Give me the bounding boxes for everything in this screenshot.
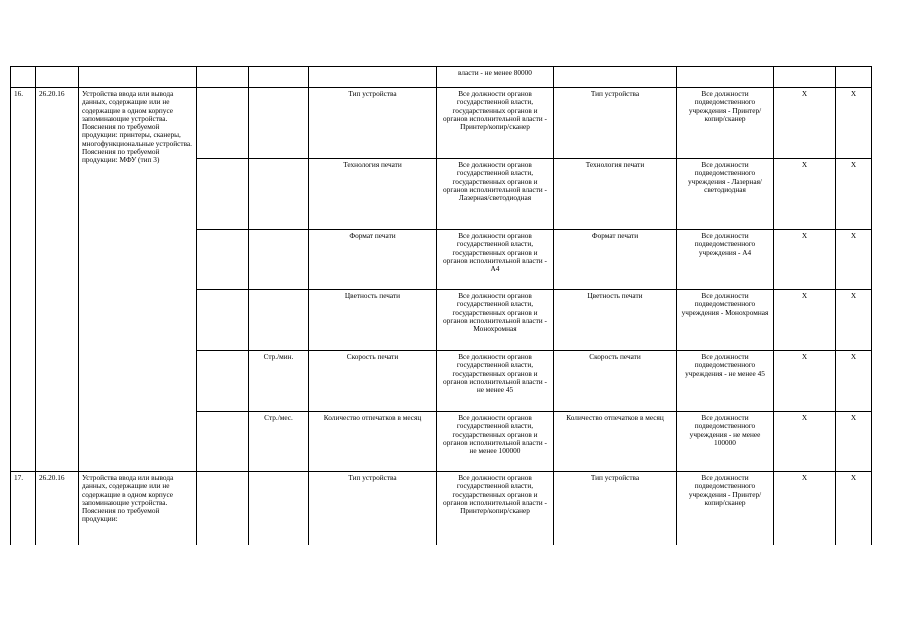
value-cell: Все должности органов государственной власти, государственных органов и органов исполнительной власти - Принтер/копир/сканер: [437, 472, 554, 545]
x-mark: X: [774, 88, 836, 159]
unit-cell: Стр./мес.: [249, 412, 309, 472]
okpd-code: 26.20.16: [36, 472, 79, 545]
x-mark: X: [836, 159, 872, 230]
value-cell: Все должности подведомственного учреждения - Принтер/копир/сканер: [677, 472, 774, 545]
value-cell: Все должности подведомственного учреждения - Принтер/копир/сканер: [677, 88, 774, 159]
value-cell: Все должности подведомственного учреждения - А4: [677, 230, 774, 290]
characteristic-cell: Тип устройства: [554, 472, 677, 545]
row-number: 16.: [11, 88, 36, 472]
characteristic-cell: Скорость печати: [309, 351, 437, 412]
value-cell: Все должности подведомственного учреждения - не менее 45: [677, 351, 774, 412]
value-cell: Все должности органов государственной власти, государственных органов и органов исполнительной власти - не менее 45: [437, 351, 554, 412]
product-description: Устройства ввода или вывода данных, содержащие или не содержащие в одном корпусе запоминающие устройства. Пояснения по требуемой продукции:: [79, 472, 197, 545]
x-mark: X: [774, 159, 836, 230]
unit-cell: [249, 230, 309, 290]
unit-cell: [249, 159, 309, 230]
table-row: [11, 472, 872, 545]
unit-cell: [249, 290, 309, 351]
value-cell: власти - не менее 80000: [437, 67, 554, 88]
value-cell: Все должности органов государственной власти, государственных органов и органов исполнительной власти - Монохромная: [437, 290, 554, 351]
x-mark: X: [774, 412, 836, 472]
value-cell: Все должности подведомственного учреждения - Монохромная: [677, 290, 774, 351]
characteristic-cell: Технология печати: [309, 159, 437, 230]
value-cell: Все должности подведомственного учреждения - не менее 100000: [677, 412, 774, 472]
unit-cell: [249, 88, 309, 159]
x-mark: X: [774, 472, 836, 545]
x-mark: X: [836, 472, 872, 545]
requirements-table: [10, 66, 872, 545]
characteristic-cell: Технология печати: [554, 159, 677, 230]
characteristic-cell: Тип устройства: [309, 88, 437, 159]
value-cell: Все должности органов государственной власти, государственных органов и органов исполнительной власти - Лазерная/светодиодная: [437, 159, 554, 230]
characteristic-cell: Тип устройства: [554, 88, 677, 159]
value-cell: Все должности органов государственной власти, государственных органов и органов исполнительной власти - не менее 100000: [437, 412, 554, 472]
product-description: Устройства ввода или вывода данных, содержащие или не содержащие в одном корпусе запоминающие устройства. Пояснения по требуемой продукции: принтеры, сканеры, многофункциональные устройства. Пояснения по требуемой продукции: МФУ (тип 3): [79, 88, 197, 472]
value-cell: Все должности органов государственной власти, государственных органов и органов исполнительной власти - Принтер/копир/сканер: [437, 88, 554, 159]
value-cell: Все должности органов государственной власти, государственных органов и органов исполнительной власти - А4: [437, 230, 554, 290]
okpd-code: 26.20.16: [36, 88, 79, 472]
characteristic-cell: Цветность печати: [309, 290, 437, 351]
x-mark: X: [836, 351, 872, 412]
characteristic-cell: Количество отпечатков в месяц: [554, 412, 677, 472]
unit-cell: Стр./мин.: [249, 351, 309, 412]
x-mark: X: [836, 230, 872, 290]
x-mark: X: [774, 290, 836, 351]
row-number: 17.: [11, 472, 36, 545]
table-row: [11, 88, 872, 159]
characteristic-cell: Тип устройства: [309, 472, 437, 545]
characteristic-cell: Скорость печати: [554, 351, 677, 412]
unit-cell: [249, 472, 309, 545]
value-cell: Все должности подведомственного учреждения - Лазерная/светодиодная: [677, 159, 774, 230]
x-mark: X: [774, 351, 836, 412]
x-mark: X: [836, 412, 872, 472]
characteristic-cell: Количество отпечатков в месяц: [309, 412, 437, 472]
table-row: [11, 67, 872, 88]
characteristic-cell: Цветность печати: [554, 290, 677, 351]
x-mark: X: [836, 290, 872, 351]
x-mark: X: [774, 230, 836, 290]
x-mark: X: [836, 88, 872, 159]
characteristic-cell: Формат печати: [554, 230, 677, 290]
characteristic-cell: Формат печати: [309, 230, 437, 290]
